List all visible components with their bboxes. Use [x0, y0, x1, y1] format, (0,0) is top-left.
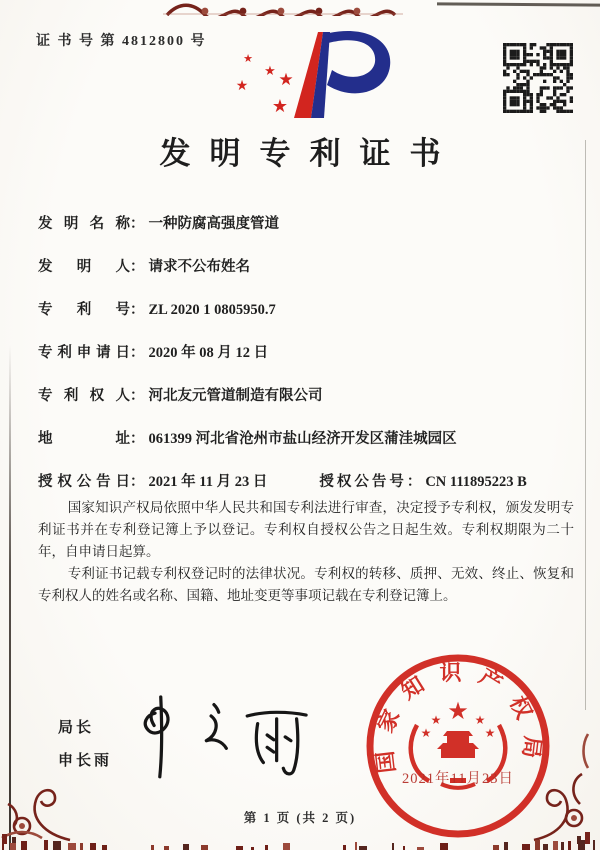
- logo-stars: [236, 52, 294, 117]
- field-label: 专利申请日: [38, 345, 130, 361]
- ornament-bar: [593, 840, 595, 850]
- ornament-bar: [68, 843, 76, 850]
- field-label: 发明人: [38, 259, 130, 275]
- ornament-bar: [440, 843, 448, 850]
- seal-date: 2021年11月23日: [402, 771, 514, 787]
- field-value: ZL 2020 1 0805950.7: [148, 302, 276, 318]
- ornament-bar: [251, 847, 254, 850]
- ornate-border-bottom: [0, 840, 600, 850]
- ornament-bar: [44, 840, 49, 850]
- field-colon: ：: [130, 431, 145, 447]
- field-colon: ：: [130, 388, 145, 404]
- field-colon: ：: [130, 345, 145, 361]
- svg-text:★: ★: [484, 726, 496, 740]
- field-colon: ：: [130, 216, 145, 232]
- field-value: 一种防腐高强度管道: [148, 216, 279, 232]
- field-colon: ：: [130, 259, 145, 275]
- ornament-bar: [90, 843, 95, 850]
- director-signature: [118, 686, 346, 784]
- page-number: 第 1 页 (共 2 页): [243, 811, 357, 825]
- ornament-bar: [343, 845, 346, 850]
- ornament-bar: [265, 845, 268, 850]
- ornament-bar: [283, 843, 290, 850]
- field-label: 专利号: [38, 302, 130, 318]
- field-application-date: [38, 341, 576, 384]
- svg-text:★: ★: [474, 713, 486, 727]
- svg-text:★: ★: [430, 713, 442, 727]
- ornament-bar: [403, 846, 405, 850]
- field-label: 专利权人: [38, 388, 130, 404]
- ornament-bar: [53, 841, 61, 850]
- field-patent-number: [38, 298, 576, 341]
- ornament-bar: [21, 841, 27, 850]
- ornament-bar: [102, 845, 107, 850]
- svg-text:★: ★: [420, 726, 432, 740]
- ornament-bar: [151, 845, 155, 850]
- legal-paragraph-2: 专利证书记载专利权登记时的法律状况。专利权的转移、质押、无效、终止、恢复和专利权人的姓名或名称、国籍、地址变更等事项记载在专利登记簿上。: [38, 566, 574, 603]
- ornament-bar: [568, 841, 571, 850]
- svg-text:★: ★: [264, 64, 276, 79]
- grant-date-label: 授权公告日: [38, 474, 130, 490]
- photo-edge-top: [437, 2, 600, 6]
- ornament-bar: [10, 843, 15, 850]
- ornament-bar: [504, 842, 508, 850]
- ornament-bar: [236, 846, 243, 850]
- ornament-bar: [359, 846, 366, 850]
- legal-paragraph-1: 国家知识产权局依照中华人民共和国专利法进行审查，决定授予专利权，颁发发明专利证书并在专利登记簿上予以登记。专利权自授权公告之日起生效。专利权期限为二十年，自申请日起算。: [38, 500, 574, 559]
- svg-text:★: ★: [278, 70, 294, 90]
- grant-number-label: 授权公告号: [319, 474, 407, 490]
- field-colon: ：: [406, 474, 422, 490]
- ornament-bar: [561, 842, 565, 850]
- cnipa-logo: [228, 28, 396, 122]
- field-list: [38, 212, 576, 513]
- ornament-bar: [355, 842, 357, 850]
- ornament-bar: [392, 843, 394, 850]
- ornament-bar: [522, 844, 530, 850]
- ornament-bar: [535, 840, 540, 850]
- director-name: 申长雨: [58, 753, 113, 769]
- field-label: 地址: [38, 431, 130, 447]
- ornament-bar: [578, 840, 585, 850]
- ornament-bar: [543, 844, 548, 850]
- field-patentee: [38, 384, 576, 427]
- qr-code-icon: [503, 43, 573, 113]
- field-value: 河北友元管道制造有限公司: [148, 388, 323, 404]
- ornament-bar: [183, 844, 189, 850]
- field-value: 2020 年 08 月 12 日: [148, 345, 269, 361]
- certificate-number: 证 书 号 第 4812800 号: [36, 34, 207, 49]
- field-label: 发明名称: [38, 216, 130, 232]
- ornament-bar: [164, 846, 170, 850]
- svg-text:★: ★: [447, 697, 469, 725]
- svg-text:★: ★: [235, 78, 249, 94]
- ornate-corner-bottom-left: [0, 760, 78, 844]
- legal-text: [38, 497, 574, 607]
- grant-number-value: CN 111895223 B: [425, 474, 527, 490]
- field-invention-name: [38, 212, 576, 255]
- director-title: 局长: [58, 720, 95, 736]
- grant-number-pair: [319, 474, 527, 490]
- svg-text:★: ★: [243, 52, 253, 65]
- logo-p-mark: [294, 31, 390, 118]
- certificate-title: 发明专利证书: [159, 136, 460, 171]
- ornament-bar: [493, 845, 499, 850]
- field-value: 061399 河北省沧州市盐山经济开发区蒲洼城园区: [148, 431, 457, 447]
- ornament-bar: [80, 843, 83, 850]
- ornament-bar: [2, 840, 4, 850]
- grant-date-value: 2021 年 11 月 23 日: [148, 474, 268, 490]
- field-value: 请求不公布姓名: [148, 259, 250, 275]
- field-address: [38, 427, 576, 470]
- seal-agency-text: 国家知识产权局: [370, 660, 546, 775]
- field-colon: ：: [130, 302, 145, 318]
- field-colon: ：: [130, 474, 145, 490]
- ornate-border-top: [163, 0, 403, 16]
- field-inventor: [38, 255, 576, 298]
- ornament-bar: [553, 841, 558, 850]
- svg-text:★: ★: [271, 96, 289, 117]
- ornament-bar: [201, 845, 209, 850]
- photo-edge-right: [585, 140, 586, 710]
